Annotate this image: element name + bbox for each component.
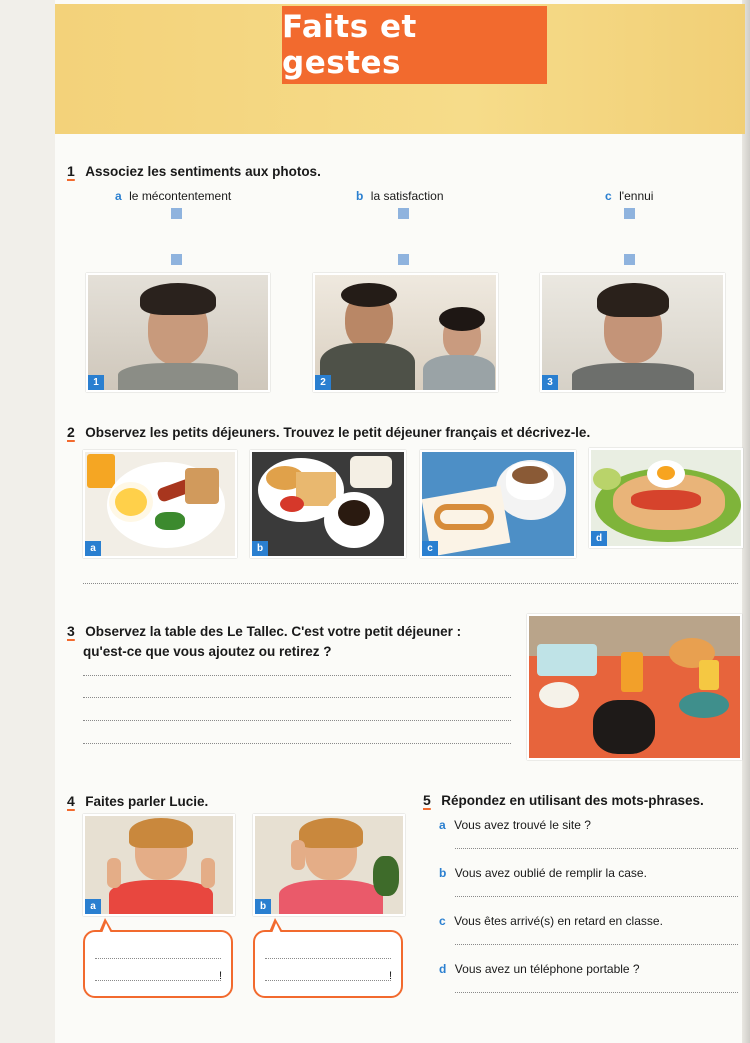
option-label: le mécontentement <box>129 189 232 203</box>
photo-letter: d <box>591 531 607 546</box>
q5-text: Répondez en utilisant des mots-phrases. <box>441 793 704 808</box>
item-letter: d <box>439 962 447 976</box>
page-title: Faits et gestes <box>282 9 417 81</box>
item-text: Vous avez oublié de remplir la case. <box>454 866 647 880</box>
photo-man-3 <box>540 273 725 392</box>
answer-line[interactable] <box>455 992 738 993</box>
answer-line[interactable] <box>83 743 511 744</box>
option-label: l'ennui <box>619 189 654 203</box>
q4-text: Faites parler Lucie. <box>85 794 209 809</box>
q4-number: 4 <box>67 793 75 809</box>
q1-option-c <box>605 187 653 205</box>
answer-line[interactable] <box>83 675 511 676</box>
q5-item-c <box>439 912 663 930</box>
photo-breakfast-a <box>83 450 237 558</box>
photo-breakfast-b <box>250 450 406 558</box>
item-text: Vous avez un téléphone portable ? <box>454 962 640 976</box>
page-spine <box>742 0 750 1043</box>
q3-text-line1: Observez la table des Le Tallec. C'est votre petit déjeuner : <box>85 624 462 639</box>
photo-number: 3 <box>542 375 558 390</box>
photo-letter: a <box>85 541 101 556</box>
photo-letter: a <box>85 899 101 914</box>
item-text: Vous avez trouvé le site ? <box>454 818 591 832</box>
answer-box[interactable] <box>171 208 182 219</box>
photo-lucie-b <box>253 814 405 916</box>
answer-line[interactable] <box>265 958 391 959</box>
answer-line[interactable] <box>455 896 738 897</box>
answer-line[interactable] <box>95 980 221 981</box>
answer-line[interactable] <box>83 583 738 584</box>
answer-box[interactable] <box>624 254 635 265</box>
photo-letter: c <box>422 541 438 556</box>
item-letter: b <box>439 866 447 880</box>
q5-number: 5 <box>423 792 431 808</box>
photo-number: 2 <box>315 375 331 390</box>
item-letter: c <box>439 914 446 928</box>
photo-breakfast-c <box>420 450 576 558</box>
q1-text: Associez les sentiments aux photos. <box>85 164 321 179</box>
answer-line[interactable] <box>83 697 511 698</box>
q2-text: Observez les petits déjeuners. Trouvez le petit déjeuner français et décrivez-le. <box>85 425 591 440</box>
exclamation-mark: ! <box>219 970 223 982</box>
q5-heading <box>423 792 704 810</box>
item-text: Vous êtes arrivé(s) en retard en classe. <box>454 914 663 928</box>
answer-line[interactable] <box>95 958 221 959</box>
q2-heading <box>67 424 590 442</box>
answer-box[interactable] <box>171 254 182 265</box>
photo-letter: b <box>252 541 268 556</box>
q3-text-line2: qu'est-ce que vous ajoutez ou retirez ? <box>83 644 332 659</box>
answer-box[interactable] <box>398 254 409 265</box>
photo-man-1 <box>86 273 270 392</box>
answer-line[interactable] <box>455 944 738 945</box>
q3-number: 3 <box>67 623 75 639</box>
q5-item-a <box>439 816 591 834</box>
photo-letter: b <box>255 899 271 914</box>
photo-breakfast-d <box>589 448 743 548</box>
photo-couple <box>313 273 498 392</box>
q1-number: 1 <box>67 163 75 179</box>
speech-bubble-a[interactable] <box>83 930 233 998</box>
exclamation-mark: ! <box>389 970 393 982</box>
photo-lucie-a <box>83 814 235 916</box>
q3-heading <box>67 623 507 663</box>
answer-box[interactable] <box>624 208 635 219</box>
answer-line[interactable] <box>455 848 738 849</box>
q4-heading <box>67 793 208 811</box>
q1-heading <box>67 163 321 181</box>
item-letter: a <box>439 818 446 832</box>
option-letter: b <box>356 189 364 203</box>
option-letter: c <box>605 189 612 203</box>
title-banner <box>282 6 547 84</box>
q5-item-b <box>439 864 647 882</box>
answer-box[interactable] <box>398 208 409 219</box>
q1-option-b <box>356 187 444 205</box>
answer-line[interactable] <box>83 720 511 721</box>
photo-number: 1 <box>88 375 104 390</box>
speech-bubble-b[interactable] <box>253 930 403 998</box>
q1-option-a <box>115 187 231 205</box>
q2-number: 2 <box>67 424 75 440</box>
option-label: la satisfaction <box>370 189 444 203</box>
photo-table-le-tallec <box>527 614 742 760</box>
q5-item-d <box>439 960 640 978</box>
option-letter: a <box>115 189 122 203</box>
answer-line[interactable] <box>265 980 391 981</box>
